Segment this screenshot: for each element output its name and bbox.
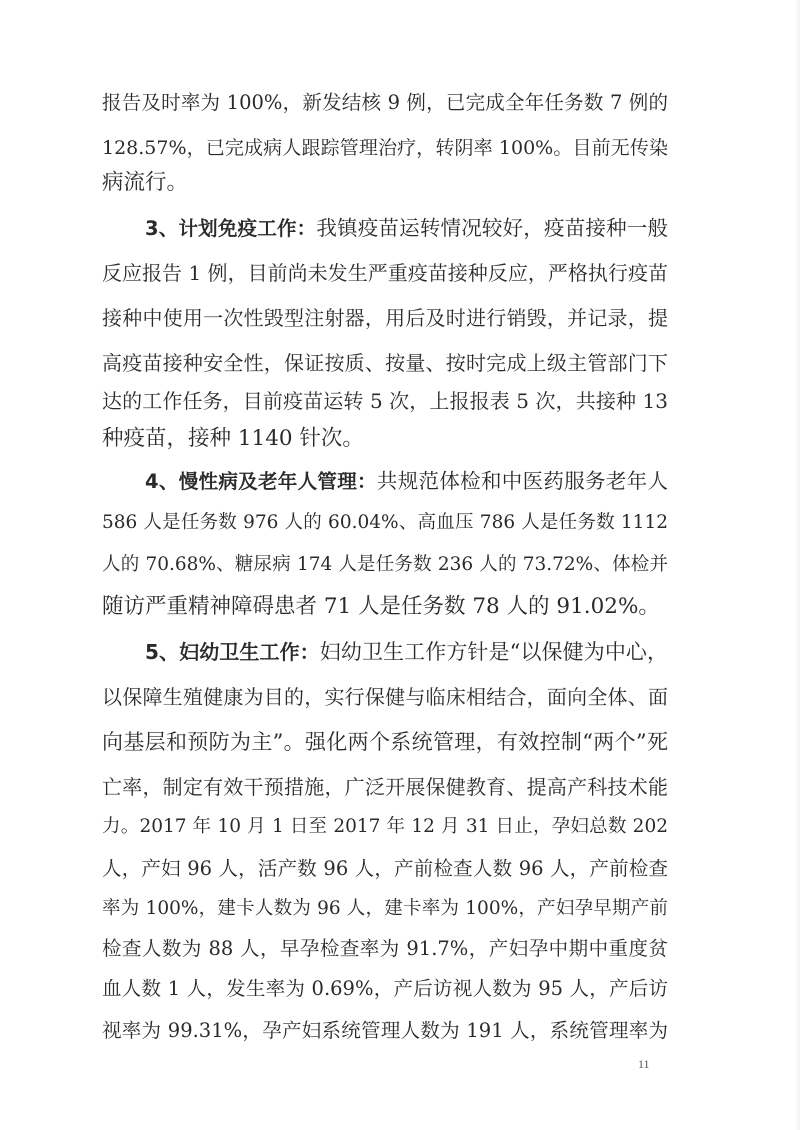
text-line: 报告及时率为 100%，新发结核 9 例，已完成全年任务数 7 例的 <box>102 91 668 114</box>
text-fragment: 共规范体检和中医药服务老年人 <box>376 469 668 493</box>
page-number: 11 <box>638 1057 650 1071</box>
text-line: 检查人数为 88 人，早孕检查率为 91.7%，产妇孕中期中重度贫 <box>102 937 668 960</box>
text-line: 病流行。 <box>102 170 189 195</box>
section-heading-maternal-child: 5、妇幼卫生工作： <box>145 640 320 664</box>
text-line: 高疫苗接种安全性，保证按质、按量、按时完成上级主管部门下 <box>102 351 668 375</box>
text-fragment: 妇幼卫生工作方针是“以保健为中心， <box>319 640 668 664</box>
text-line: 种疫苗，接种 1140 针次。 <box>102 426 364 451</box>
text-line <box>145 464 668 498</box>
text-line: 128.57%，已完成病人跟踪管理治疗，转阴率 100%。目前无传染 <box>102 137 668 159</box>
text-line <box>145 635 668 669</box>
text-line: 586 人是任务数 976 人的 60.04%、高血压 786 人是任务数 1112 <box>102 512 668 533</box>
text-line: 血人数 1 人，发生率为 0.69%，产后访视人数为 95 人，产后访 <box>102 977 668 1000</box>
text-line: 以保障生殖健康为目的，实行保健与临床相结合，面向全体、面 <box>102 685 668 709</box>
text-line: 达的工作任务，目前疫苗运转 5 次，上报报表 5 次，共接种 13 <box>102 389 668 413</box>
text-line: 力。2017 年 10 月 1 日至 2017 年 12 月 31 日止，孕妇总数 202 <box>102 816 668 837</box>
section-heading-chronic-disease: 4、慢性病及老年人管理： <box>145 470 377 493</box>
text-line: 人的 70.68%、糖尿病 174 人是任务数 236 人的 73.72%、体检并 <box>102 554 668 575</box>
text-line: 反应报告 1 例，目前尚未发生严重疫苗接种反应，严格执行疫苗 <box>102 261 668 285</box>
text-line: 率为 100%，建卡人数为 96 人，建卡率为 100%，产妇孕早期产前 <box>102 898 668 919</box>
section-heading-immunization: 3、计划免疫工作： <box>145 217 317 240</box>
text-line: 视率为 99.31%，孕产妇系统管理人数为 191 人，系统管理率为 <box>102 1019 668 1042</box>
text-line: 接种中使用一次性毁型注射器，用后及时进行销毁，并记录，提 <box>102 306 668 330</box>
text-line: 随访严重精神障碍患者 71 人是任务数 78 人的 91.02%。 <box>102 594 660 619</box>
text-line: 亡率，制定有效干预措施，广泛开展保健教育、提高产科技术能 <box>102 775 668 799</box>
text-line: 人，产妇 96 人，活产数 96 人，产前检查人数 96 人，产前检查 <box>102 857 668 880</box>
text-line: 向基层和预防为主”。强化两个系统管理，有效控制“两个”死 <box>102 730 668 754</box>
text-fragment: 我镇疫苗运转情况较好，疫苗接种一般 <box>316 216 668 240</box>
text-line <box>145 211 668 245</box>
scan-edge-shadow <box>795 0 800 1130</box>
